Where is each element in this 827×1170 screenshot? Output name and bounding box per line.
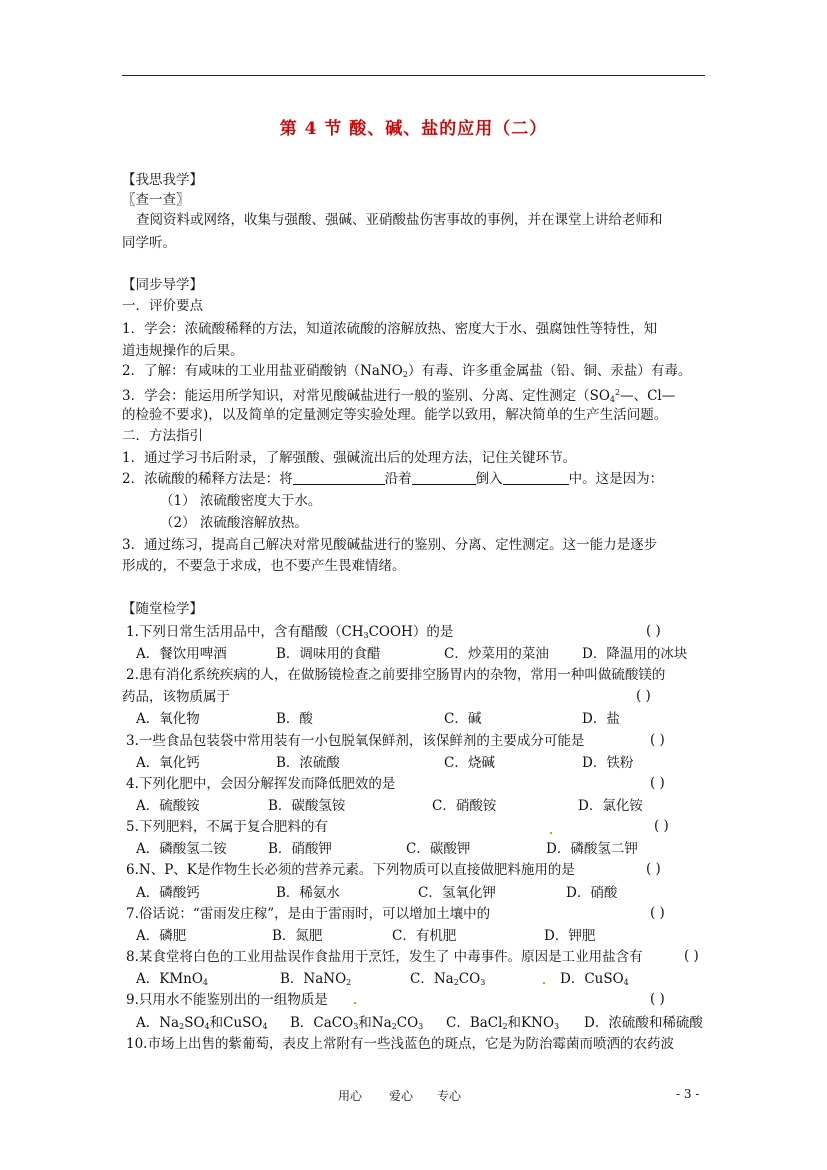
question-10: 10.市场上出售的紫葡萄，表皮上常附有一些浅蓝色的斑点，它是为防治霉菌而喷洒的农药波 (126, 1036, 674, 1052)
q5-option-c: C．碳酸钾 (406, 841, 471, 857)
q1-option-d: D．降温用的冰块 (582, 646, 688, 662)
q8-option-d: D．CuSO$_4$ (560, 971, 629, 987)
chayicha-text: 查阅资料或网络，收集与强酸、强碱、亚硝酸盐伤害事故的事例，并在课堂上讲给老师和 (136, 212, 663, 228)
method-3: 3．通过练习，提高自己解决对常见酸碱盐进行的鉴别、分离、定性测定。这一能力是逐步 (122, 537, 658, 553)
heading-chayicha: 〖查一查〗 (122, 192, 190, 208)
q4-option-a: A．硫酸铵 (136, 798, 200, 814)
q9-option-a: A．$Na_2SO_4$和CuSO$_4$ (136, 1015, 268, 1031)
heading-fangfa: 二．方法指引 (122, 428, 203, 444)
method-1: 1．通过学习书后附录，了解强酸、强碱流出后的处理方法，记住关键环节。 (122, 450, 577, 466)
fill-blank-1[interactable] (293, 470, 385, 485)
fill-blank-3[interactable] (503, 470, 569, 485)
q4-option-b: B．碳酸氢铵 (268, 798, 346, 814)
heading-wosi: 【我思我学】 (122, 172, 203, 188)
question-7: 7.俗话说：“雷雨发庄稼”，是由于雷雨时，可以增加土壤中的 (126, 906, 491, 922)
q7-option-a: A．磷肥 (136, 928, 187, 944)
q8-option-a: A．KMnO$_4$ (136, 971, 209, 987)
q2-option-b: B．酸 (276, 711, 313, 727)
stray-mark (354, 1002, 356, 1004)
question-5: 5.下列肥料，不属于复合肥料的有 (126, 819, 328, 835)
point-3: 3．学会：能运用所学知识，对常见酸碱盐进行一般的鉴别、分离、定性测定（$SO_4^2—$、Cl— (122, 388, 676, 404)
answer-paren-4[interactable]: ( ) (650, 775, 665, 791)
answer-paren-2[interactable]: ( ) (636, 688, 651, 704)
answer-paren-6[interactable]: ( ) (646, 861, 661, 877)
question-9: 9.只用水不能鉴别出的一组物质是 (126, 992, 328, 1008)
q6-option-d: D．硝酸 (566, 885, 618, 901)
stray-mark (550, 832, 552, 834)
point-3-cont: 的检验不要求)，以及简单的定量测定等实验处理。能学以致用，解决简单的生产生活问题。 (122, 407, 668, 423)
question-6: 6.N、P、K是作物生长必须的营养元素。下列物质可以直接做肥料施用的是 (126, 862, 575, 878)
header-rule (122, 75, 705, 76)
q3-option-b: B．浓硫酸 (276, 755, 340, 771)
q2-option-c: C．碱 (444, 711, 482, 727)
question-1: 1.下列日常生活用品中，含有醋酸$(CH_3COOH)$的是 (126, 624, 454, 640)
method-2-reason-2: （2） 浓硫酸溶解放热。 (160, 515, 308, 531)
footer-motto-2: 爱心 (389, 1089, 414, 1103)
q1-option-a: A．餐饮用啤酒 (136, 646, 227, 662)
question-3: 3.一些食品包装袋中常用装有一小包脱氧保鲜剂，该保鲜剂的主要成分可能是 (126, 733, 585, 749)
answer-paren-1[interactable]: ( ) (646, 623, 661, 639)
footer-motto-1: 用心 (338, 1089, 363, 1103)
q6-option-b: B．稀氨水 (276, 885, 340, 901)
section-title: 第 4 节 酸、碱、盐的应用（二） (279, 119, 548, 139)
q1-option-b: B．调味用的食醋 (276, 646, 381, 662)
footer-motto-3: 专心 (437, 1089, 462, 1103)
q3-option-a: A．氧化钙 (136, 755, 200, 771)
answer-paren-3[interactable]: ( ) (650, 732, 665, 748)
q3-option-d: D．铁粉 (582, 755, 634, 771)
answer-paren-8[interactable]: ( ) (684, 948, 699, 964)
q9-option-b: B．CaCO$_3$和$Na_2CO_3$ (290, 1015, 424, 1031)
answer-paren-5[interactable]: ( ) (654, 818, 669, 834)
method-2-reason-1: （1） 浓硫酸密度大于水。 (160, 493, 322, 509)
method-2: 2．浓硫酸的稀释方法是：将 沿着 倒入 中。这是因为： (122, 471, 664, 487)
point-1-cont: 道违规操作的后果。 (122, 343, 244, 359)
q7-option-d: D．钾肥 (544, 928, 596, 944)
q6-option-c: C．氢氧化钾 (418, 885, 496, 901)
q7-option-b: B．氮肥 (272, 928, 323, 944)
answer-paren-7[interactable]: ( ) (650, 905, 665, 921)
fill-blank-2[interactable] (412, 470, 476, 485)
q5-option-b: B．硝酸钾 (268, 841, 332, 857)
stray-mark (543, 982, 545, 984)
question-8: 8.某食堂将白色的工业用盐误作食盐用于烹饪，发生了 中毒事件。原因是工业用盐含有 (126, 949, 643, 965)
q5-option-a: A．磷酸氢二铵 (136, 841, 227, 857)
heading-suitang: 【随堂检学】 (122, 601, 203, 617)
q4-option-c: C．硝酸铵 (432, 798, 497, 814)
method-3-cont: 形成的，不要急于求成，也不要产生畏难情绪。 (122, 558, 406, 574)
q8-option-b: B．NaNO$_2$ (280, 971, 352, 987)
q8-option-c: C．$Na_2CO_3$ (410, 971, 486, 987)
answer-paren-9[interactable]: ( ) (650, 991, 665, 1007)
q2-option-d: D．盐 (582, 711, 620, 727)
heading-pingjia: 一．评价要点 (122, 298, 203, 314)
q5-option-d: D．磷酸氢二钾 (546, 841, 638, 857)
heading-tongbu: 【同步导学】 (122, 277, 203, 293)
page-number: - 3 - (676, 1087, 700, 1101)
question-2-cont: 药品，该物质属于 (122, 689, 230, 705)
point-1: 1．学会：浓硫酸稀释的方法，知道浓硫酸的溶解放热、密度大于水、强腐蚀性等特性，知 (122, 321, 658, 337)
question-2: 2.患有消化系统疾病的人，在做肠镜检查之前要排空肠胃内的杂物，常用一种叫做硫酸镁的 (126, 667, 666, 683)
q7-option-c: C．有机肥 (392, 928, 457, 944)
point-2: 2．了解：有咸味的工业用盐亚硝酸钠（NaNO$_2$）有毒、许多重金属盐（铅、铜、汞盐）有毒。 (122, 363, 692, 379)
q1-option-c: C．炒菜用的菜油 (444, 646, 549, 662)
question-4: 4.下列化肥中，会因分解挥发而降低肥效的是 (126, 776, 396, 792)
q9-option-d: D．浓硫酸和稀硫酸 (584, 1015, 703, 1031)
q6-option-a: A．磷酸钙 (136, 885, 200, 901)
q4-option-d: D．氯化铵 (578, 798, 643, 814)
q2-option-a: A．氧化物 (136, 711, 200, 727)
q9-option-c: C．BaCl$_2$和$KNO_3$ (446, 1015, 560, 1031)
q3-option-c: C．烧碱 (444, 755, 495, 771)
chayicha-text-cont: 同学听。 (122, 235, 176, 251)
